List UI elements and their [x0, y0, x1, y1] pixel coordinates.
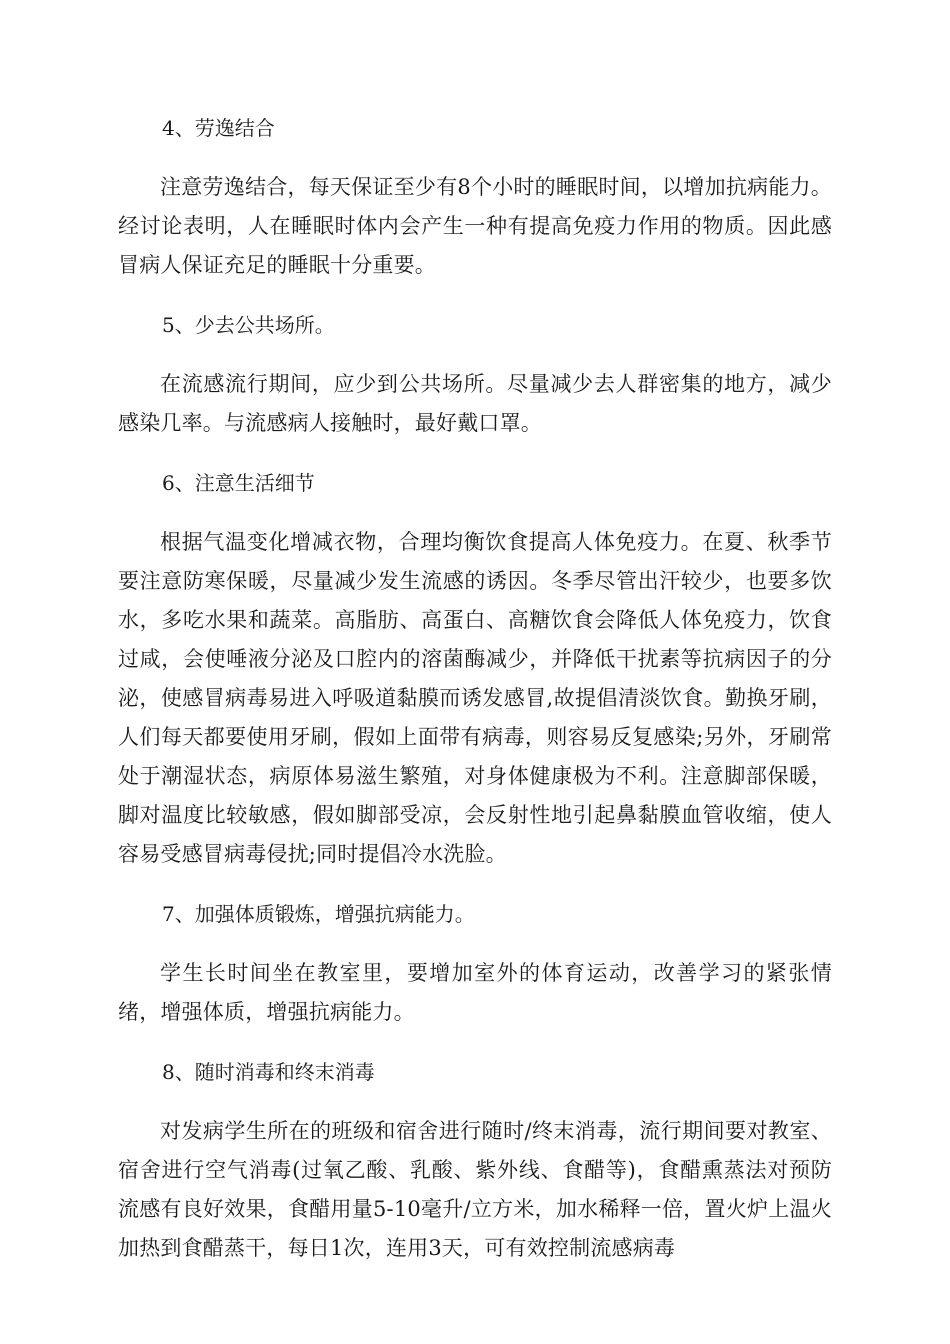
section-heading-4: 4、劳逸结合 — [162, 116, 275, 140]
section-body-7: 学生长时间坐在教室里，要增加室外的体育运动，改善学习的紧张情绪，增强体质，增强抗病能力。 — [118, 961, 832, 1024]
section-heading-6: 6、注意生活细节 — [162, 471, 315, 495]
section-body-4: 注意劳逸结合，每天保证至少有8个小时的睡眠时间，以增加抗病能力。经讨论表明，人在睡眠时体内会产生一种有提高免疫力作用的物质。因此感冒病人保证充足的睡眠十分重要。 — [118, 175, 832, 277]
section-body-8: 对发病学生所在的班级和宿舍进行随时/终末消毒，流行期间要对教室、宿舍进行空气消毒(过氧乙酸、乳酸、紫外线、食醋等)，食醋熏蒸法对预防流感有良好效果，食醋用量5-10毫升/立方米，加水稀释一倍，置火炉上温火加热到食醋蒸干，每日1次，连用3天，可有效控制流感病毒 — [118, 1119, 832, 1260]
section-heading-5: 5、少去公共场所。 — [162, 313, 335, 337]
section-body-6: 根据气温变化增减衣物，合理均衡饮食提高人体免疫力。在夏、秋季节要注意防寒保暖，尽量减少发生流感的诱因。冬季尽管出汗较少，也要多饮水，多吃水果和蔬菜。高脂肪、高蛋白、高糖饮食会降低人体免疫力，饮食过咸，会使唾液分泌及口腔内的溶菌酶减少，并降低干扰素等抗病因子的分泌，使感冒病毒易进入呼吸道黏膜而诱发感冒,故提倡清淡饮食。勤换牙刷，人们每天都要使用牙刷，假如上面带有病毒，则容易反复感染;另外，牙刷常处于潮湿状态，病原体易滋生繁殖，对身体健康极为不利。注意脚部保暖，脚对温度比较敏感，假如脚部受凉，会反射性地引起鼻黏膜血管收缩，使人容易受感冒病毒侵扰;同时提倡冷水洗脸。 — [118, 530, 832, 866]
section-heading-8: 8、随时消毒和终末消毒 — [162, 1060, 375, 1084]
section-body-5: 在流感流行期间，应少到公共场所。尽量减少去人群密集的地方，减少感染几率。与流感病人接触时，最好戴口罩。 — [118, 372, 832, 435]
section-heading-7: 7、加强体质锻炼，增强抗病能力。 — [162, 902, 475, 926]
